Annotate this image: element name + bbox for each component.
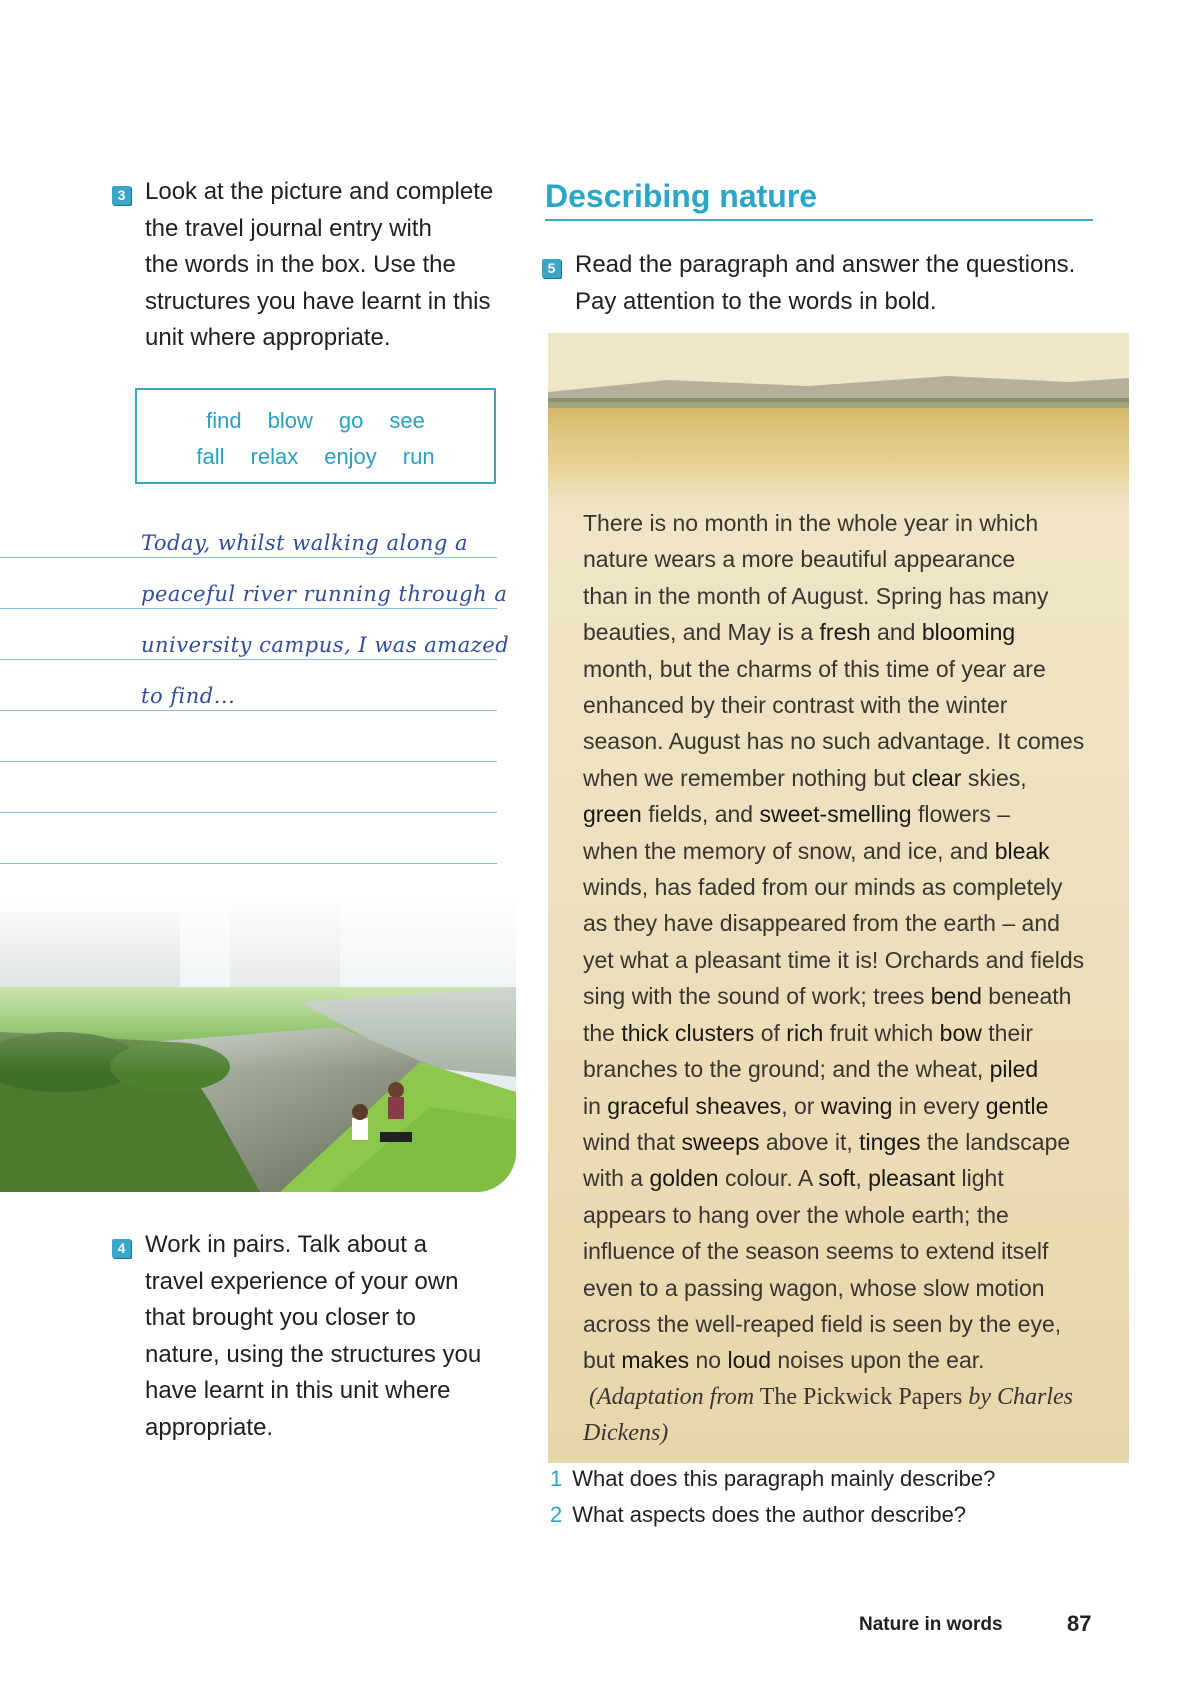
writing-line [0,863,497,864]
page-number: 87 [1067,1611,1092,1636]
passage-text-segment: of [754,1019,787,1046]
bold-vocabulary-word: makes [621,1347,690,1374]
passage-text-segment: influence of the season seems to extend itself [583,1238,1049,1265]
passage-source-end [583,1415,1103,1451]
writing-line [0,659,497,660]
passage-source [583,1379,1103,1415]
passage-text-segment: sing with the sound of work; trees [583,983,931,1010]
journal-handwriting-line: peaceful river running through a [141,582,508,606]
passage-line [583,760,1103,796]
bold-vocabulary-word: waving [820,1092,893,1119]
bold-vocabulary-word: green [583,801,642,828]
passage-text-segment: month, but the charms of this time of year are [583,655,1046,682]
heading-underline [545,219,1093,221]
passage-line [583,1015,1103,1051]
journal-handwriting-line: to find... [141,684,236,708]
passage-text-segment: skies, [961,764,1027,791]
passage-text-segment: season. August has no such advantage. It comes [583,728,1085,755]
bold-vocabulary-word: gentle [985,1092,1049,1119]
passage-line [583,869,1103,905]
passage-text-segment: no [689,1347,728,1374]
footer-unit-title: Nature in words [859,1614,1003,1635]
passage-text-segment: when we remember nothing but [583,764,912,791]
bold-vocabulary-word: thick clusters [621,1019,755,1046]
question-text: What aspects does the author describe? [572,1502,967,1527]
wheat-field-photo [548,372,1129,512]
instruction-line: Pay attention to the words in bold. [575,287,937,315]
journal-handwriting-line: university campus, I was amazed [141,633,510,657]
bold-vocabulary-word: golden [649,1165,719,1192]
exercise-number-badge: 5 [542,259,561,278]
writing-line [0,761,497,762]
passage-text-segment: branches to the ground; and the wheat, [583,1056,990,1083]
passage-text-segment: , [855,1165,869,1192]
instruction-line: nature, using the structures you [145,1340,482,1368]
instruction-line: travel experience of your own [145,1267,459,1295]
exercise-number-badge: 3 [112,186,131,205]
bold-vocabulary-word: sweeps [681,1128,760,1155]
bold-vocabulary-word: piled [989,1056,1039,1083]
passage-line [583,687,1103,723]
instruction-line: Work in pairs. Talk about a [145,1231,427,1258]
word-option: relax [250,444,299,469]
passage-line [583,905,1103,941]
instruction-line: Read the paragraph and answer the questions. [575,251,1076,278]
bold-vocabulary-word: fresh [819,619,871,646]
river-campus-illustration [0,892,516,1192]
passage-text-segment: colour. A [718,1165,819,1192]
question-number: 2 [550,1502,563,1527]
passage-text-segment: as they have disappeared from the earth – and [583,910,1060,937]
passage-text-segment: noises upon the ear. [770,1347,985,1374]
writing-line [0,557,497,558]
passage-line [583,1160,1103,1196]
instruction-line: have learnt in this unit where [145,1377,451,1404]
passage-text-segment: but [583,1347,622,1374]
passage-line [583,578,1103,614]
bold-vocabulary-word: rich [786,1019,824,1046]
bold-vocabulary-word: pleasant [868,1165,956,1192]
exercise-4-instructions [145,1227,481,1446]
passage-line [583,1342,1103,1378]
source-by: by Charles [968,1383,1073,1410]
wheat-field-illustration [548,372,1129,512]
word-option: find [206,408,242,433]
word-option: run [402,444,435,469]
passage-text-segment: beneath [981,983,1072,1010]
instruction-line: the words in the box. Use the [145,251,456,278]
passage-line [583,1306,1103,1342]
word-box-row [137,444,494,470]
passage-text-segment: even to a passing wagon, whose slow motion [583,1274,1045,1301]
bold-vocabulary-word: loud [727,1347,771,1374]
bold-vocabulary-word: bend [930,983,982,1010]
instruction-line: structures you have learnt in this [145,287,491,315]
instruction-line: Look at the picture and complete [145,178,494,205]
instruction-line: appropriate. [145,1413,274,1441]
passage-text-segment: their [981,1019,1034,1046]
passage-text-segment: nature wears a more beautiful appearance [583,546,1016,573]
passage-line [583,651,1103,687]
source-title: The Pickwick Papers [759,1383,963,1410]
passage-line [583,1233,1103,1269]
word-option: fall [196,444,225,469]
section-heading: Describing nature [545,178,818,214]
passage-text-segment: when the memory of snow, and ice, and [583,837,995,864]
question-item [550,1502,966,1528]
passage-line [583,1051,1103,1087]
passage-text-segment: enhanced by their contrast with the winter [583,692,1008,719]
passage-text-segment: , or [781,1092,821,1119]
writing-line [0,608,497,609]
passage-line [583,1124,1103,1160]
passage-text-segment: above it, [759,1128,860,1155]
bold-vocabulary-word: bow [939,1019,982,1046]
passage-text-segment: and [870,619,922,646]
passage-line [583,1197,1103,1233]
passage-text [583,505,1103,1452]
exercise-number-badge: 4 [112,1239,131,1258]
river-campus-photo [0,892,516,1192]
word-option: see [389,408,425,433]
passage-text-segment: wind that [583,1128,682,1155]
passage-text-segment: yet what a pleasant time it is! Orchards and fields [583,946,1085,973]
bold-vocabulary-word: graceful sheaves [607,1092,782,1119]
passage-line [583,541,1103,577]
word-option: enjoy [324,444,377,469]
passage-text-segment: in every [892,1092,986,1119]
bold-vocabulary-word: blooming [921,619,1016,646]
bold-vocabulary-word: sweet-smelling [759,801,912,828]
passage-text-segment: There is no month in the whole year in which [583,510,1039,536]
passage-text-segment: the landscape [920,1128,1071,1155]
passage-line [583,796,1103,832]
passage-text-segment: in [583,1092,608,1119]
passage-text-segment: light [955,1165,1004,1192]
passage-line [583,1088,1103,1124]
bold-vocabulary-word: clear [911,764,962,791]
word-option: go [338,408,364,433]
passage-text-segment: appears to hang over the whole earth; the [583,1201,1009,1228]
passage-text-segment: than in the month of August. Spring has many [583,582,1049,609]
passage-text-segment: winds, has faded from our minds as completely [583,874,1063,901]
source-prefix: (Adaptation from [589,1383,755,1410]
instruction-line: the travel journal entry with [145,214,432,242]
word-box-row [137,408,494,434]
exercise-5-instructions [575,247,1075,320]
exercise-3-instructions [145,174,493,357]
passage-line [583,505,1103,541]
source-author-end: Dickens) [583,1420,669,1447]
passage-line [583,723,1103,759]
question-text: What does this paragraph mainly describe? [572,1466,996,1491]
passage-text-segment: across the well-reaped field is seen by the eye, [583,1310,1062,1337]
passage-line [583,978,1103,1014]
passage-text-segment: fruit which [823,1019,940,1046]
passage-text-segment: flowers – [911,801,1011,828]
passage-text-segment: with a [583,1165,650,1192]
bold-vocabulary-word: bleak [994,837,1050,864]
passage-line [583,942,1103,978]
bold-vocabulary-word: soft [818,1165,856,1192]
passage-line [583,614,1103,650]
question-item [550,1466,995,1492]
writing-line [0,812,497,813]
journal-handwriting-line: Today, whilst walking along a [141,531,469,555]
question-number: 1 [550,1466,563,1491]
writing-line [0,710,497,711]
passage-lines [583,505,1103,1379]
passage-text-segment: fields, and [641,801,760,828]
instruction-line: unit where appropriate. [145,324,391,351]
instruction-line: that brought you closer to [145,1304,416,1331]
passage-text-segment: beauties, and May is a [583,619,820,646]
passage-line [583,1270,1103,1306]
passage-text-segment: the [583,1019,622,1046]
word-box [135,388,496,484]
word-option: blow [267,408,313,433]
passage-line [583,833,1103,869]
bold-vocabulary-word: tinges [859,1128,921,1155]
